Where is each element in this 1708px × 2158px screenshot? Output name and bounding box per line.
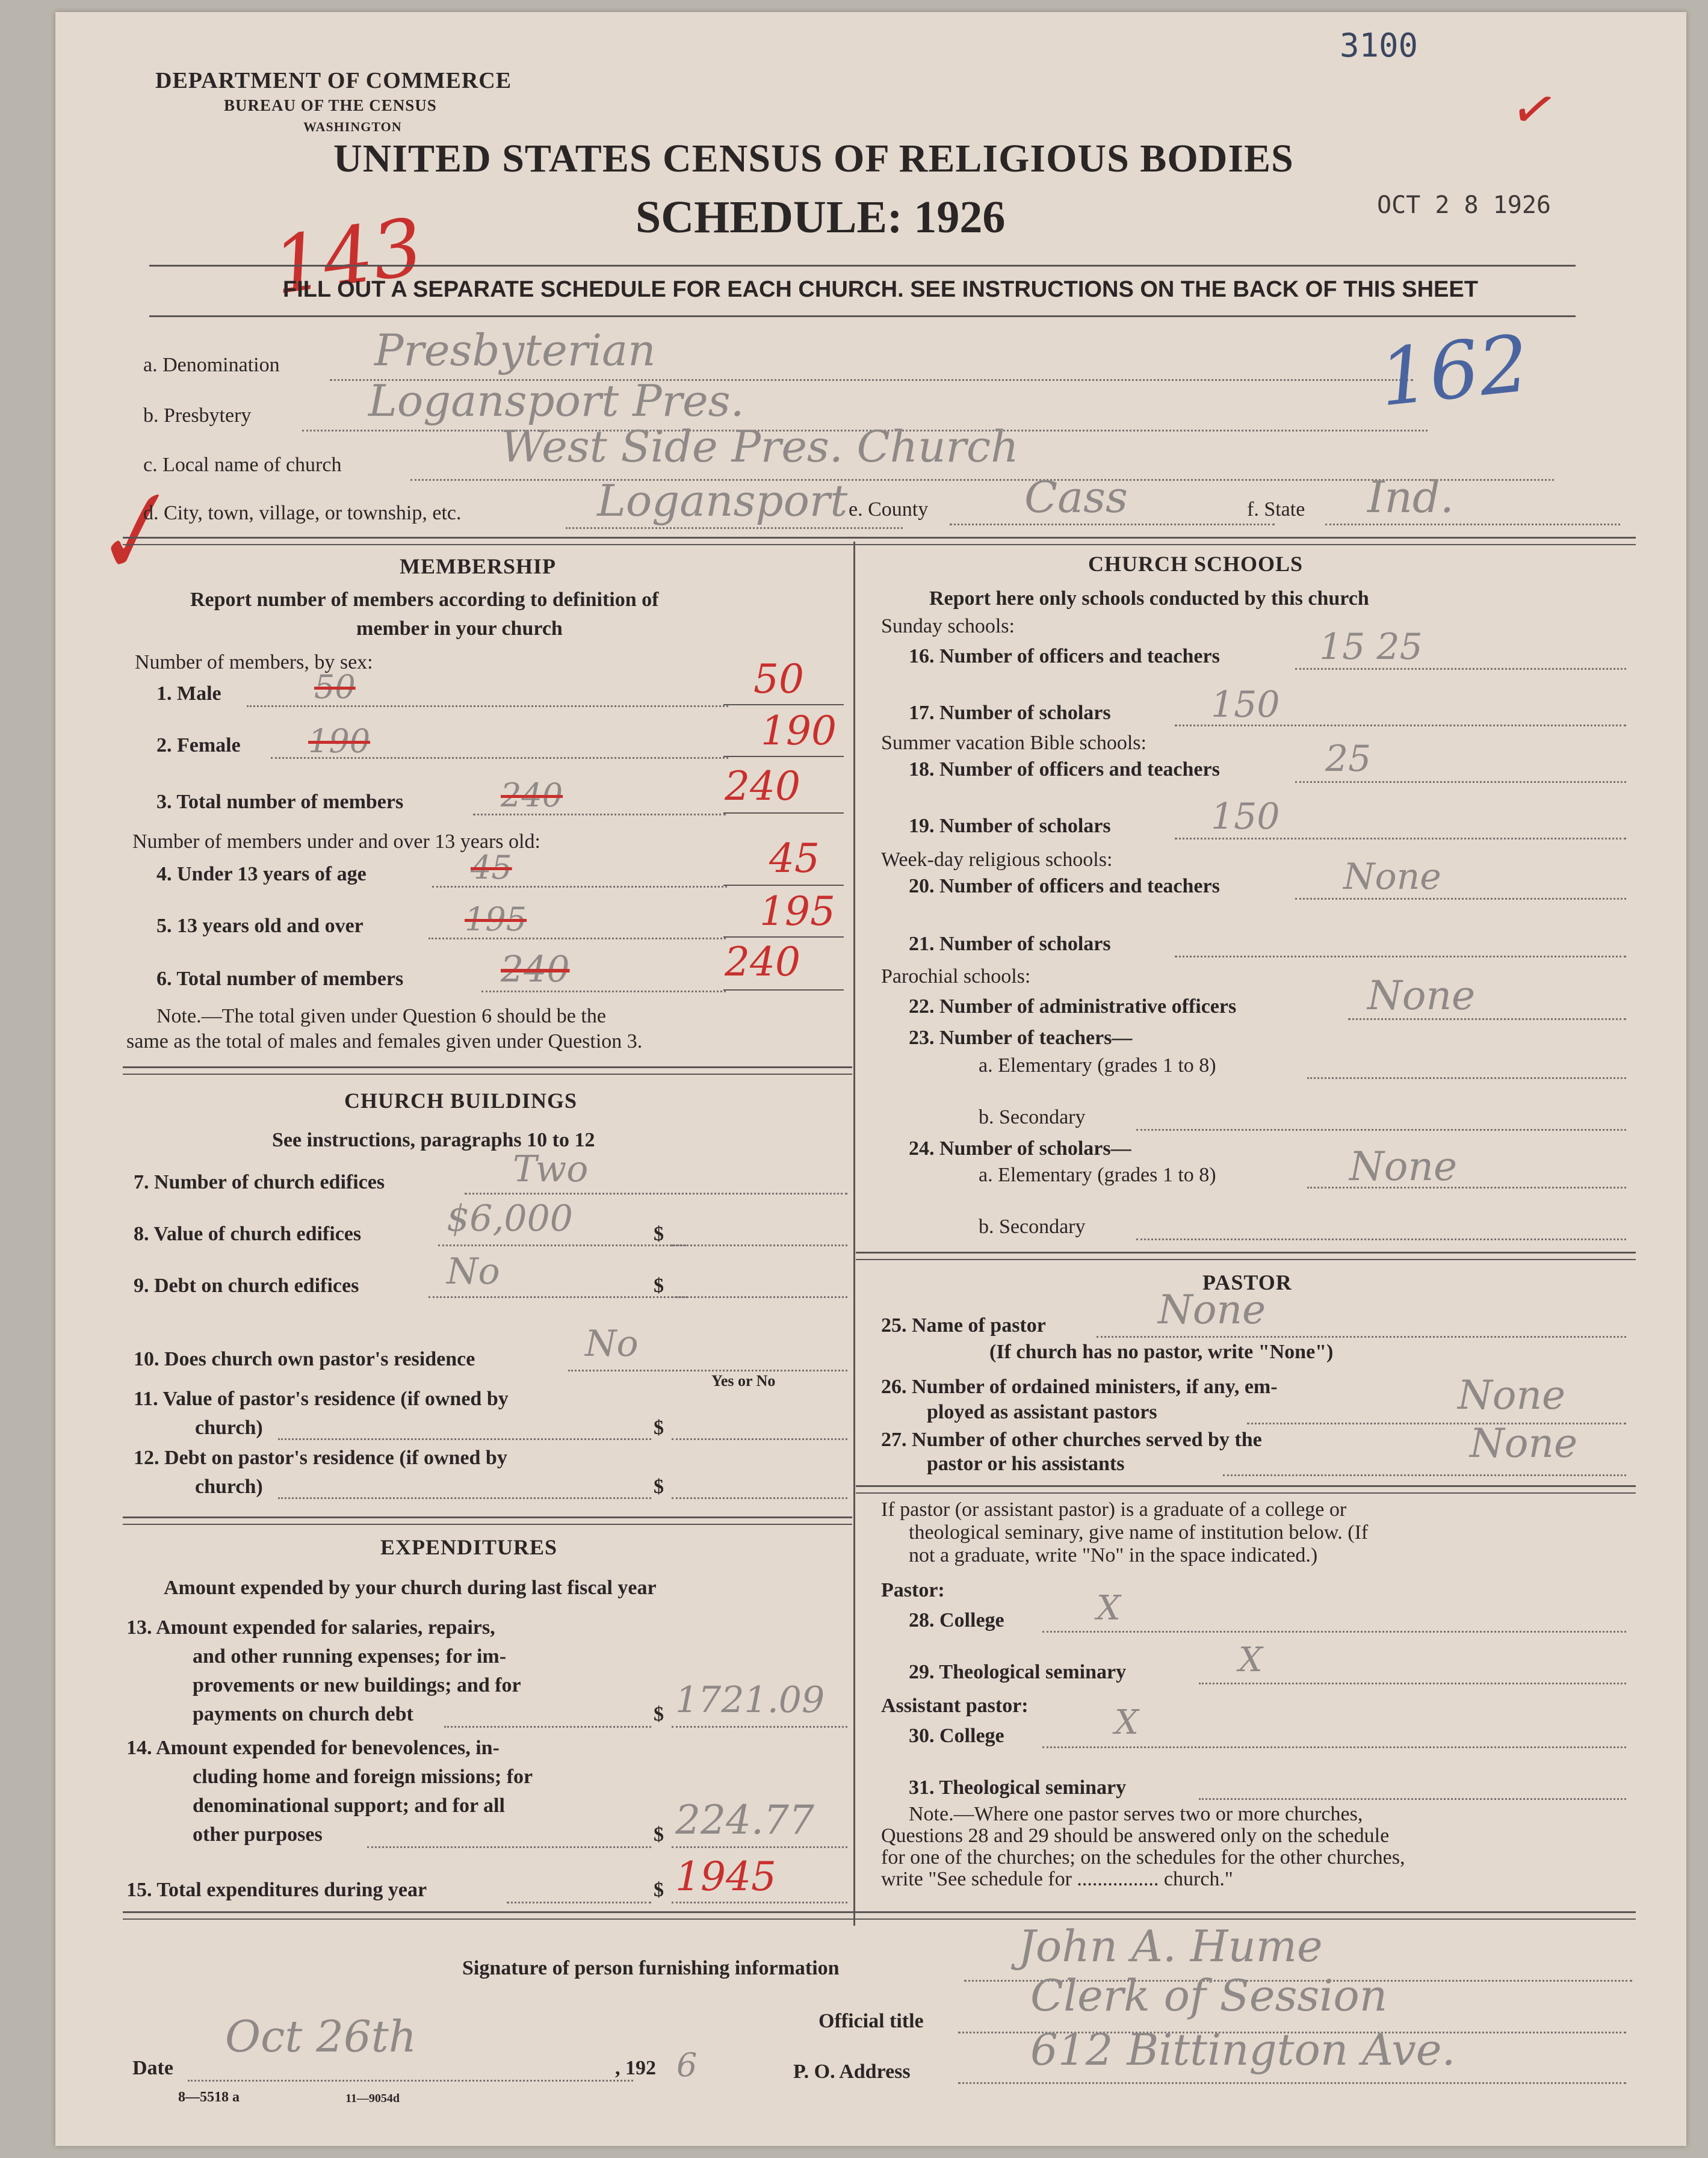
q26-label-line-2: ployed as assistant pastors [927,1401,1157,1423]
parochial-schools-label: Parochial schools: [881,965,1031,988]
q8-dollar-sign: $ [654,1223,664,1245]
expenditures-subheading: Amount expended by your church during last fiscal year [164,1577,657,1599]
po-address-label: P. O. Address [793,2061,911,2083]
q21-label: 21. Number of scholars [909,933,1111,955]
q5-13-and-over-value-crossed: 195 [465,900,527,938]
q28-value[interactable]: X [1097,1589,1121,1628]
city-town-label: d. City, town, village, or township, etc. [143,502,462,524]
q22-value[interactable]: None [1367,972,1476,1019]
year-digit-value[interactable]: 6 [676,2046,698,2084]
q27-label-line-1: 27. Number of other churches served by the [881,1429,1262,1451]
q8-value-edifices-value[interactable]: $6,000 [447,1198,573,1240]
print-code: 11—9054d [345,2092,400,2105]
church-buildings-subheading: See instructions, paragraphs 10 to 12 [272,1129,595,1151]
q9-debt-edifices-value[interactable]: No [447,1251,500,1293]
sunday-schools-label: Sunday schools: [881,615,1015,637]
q25-value[interactable]: None [1158,1287,1266,1333]
q5-13-and-over-red-value[interactable]: 195 [760,888,835,935]
graduate-instruction-line-3: not a graduate, write "No" in the space indicated.) [909,1544,1318,1566]
membership-subheading-2: member in your church [356,617,563,640]
q19-value[interactable]: 150 [1211,796,1280,838]
q12-debt-residence-label-1: 12. Debt on pastor's residence (if owned by [134,1447,507,1469]
membership-note-line-2: same as the total of males and females given under Question 3. [126,1030,643,1053]
q18-value[interactable]: 25 [1325,738,1372,780]
q2-female-red-value[interactable]: 190 [761,708,837,754]
county-label: e. County [849,498,929,521]
q20-label: 20. Number of officers and teachers [909,875,1220,897]
q28-label: 28. College [909,1609,1004,1631]
q2-female-value-crossed: 190 [308,722,371,760]
q25-note: (If church has no pastor, write "None") [989,1341,1334,1363]
membership-heading: MEMBERSHIP [400,554,557,578]
q31-label: 31. Theological seminary [909,1776,1127,1799]
year-prefix: , 192 [615,2057,656,2079]
q16-label: 16. Number of officers and teachers [909,645,1220,667]
denomination-label: a. Denomination [143,354,280,376]
q16-value[interactable]: 15 25 [1319,626,1423,668]
q4-under-13-value-crossed: 45 [471,849,512,886]
signature-label: Signature of person furnishing information [462,1957,840,1979]
red-check-mark: ✓ [1505,74,1564,146]
q14-dollar-sign: $ [654,1823,664,1846]
q19-label: 19. Number of scholars [909,815,1111,837]
q1-male-red-value[interactable]: 50 [753,656,804,702]
official-title-value[interactable]: Clerk of Session [1030,1970,1388,2021]
weekday-schools-label: Week-day religious schools: [881,849,1113,871]
q6-total-members-label: 6. Total number of members [156,968,404,990]
date-label: Date [132,2057,173,2079]
q14-label-line-3: denominational support; and for all [193,1795,505,1817]
q4-under-13-red-value[interactable]: 45 [769,835,820,882]
state-label: f. State [1247,498,1305,521]
q1-male-label: 1. Male [156,682,221,705]
q14-amount-value[interactable]: 224.77 [675,1797,814,1843]
form-title: UNITED STATES CENSUS OF RELIGIOUS BODIES [333,137,1294,181]
q4-under-13-label: 4. Under 13 years of age [156,863,367,885]
q23-label: 23. Number of teachers— [909,1027,1133,1049]
local-church-name-value[interactable]: West Side Pres. Church [501,421,1019,472]
q13-label-line-1: 13. Amount expended for salaries, repairs, [126,1616,495,1639]
q26-label-line-1: 26. Number of ordained ministers, if any, em- [881,1376,1278,1398]
red-initials-mark: ✓ [69,465,188,605]
q3-total-value-crossed: 240 [501,776,563,814]
q30-value[interactable]: X [1115,1703,1139,1742]
q22-label: 22. Number of administrative officers [909,995,1237,1018]
q8-value-edifices-label: 8. Value of church edifices [134,1223,362,1245]
pastor-note-line-1: Note.—Where one pastor serves two or more churches, [909,1803,1363,1825]
signature-value[interactable]: John A. Hume [1018,1921,1323,1971]
date-received-stamp: OCT 2 8 1926 [1377,191,1551,219]
q30-label: 30. College [909,1725,1004,1747]
q29-value[interactable]: X [1239,1640,1263,1680]
graduate-instruction-line-1: If pastor (or assistant pastor) is a graduate of a college or [881,1498,1347,1521]
q2-female-label: 2. Female [156,734,241,756]
q25-label: 25. Name of pastor [881,1314,1046,1337]
q7-edifices-label: 7. Number of church edifices [134,1171,385,1193]
red-number-143: 143 [267,200,429,312]
q11-value-residence-label-2: church) [195,1417,263,1439]
q14-label-line-1: 14. Amount expended for benevolences, in- [126,1737,500,1759]
local-church-name-label: c. Local name of church [143,454,342,476]
census-schedule-sheet [55,12,1686,2146]
q18-label: 18. Number of officers and teachers [909,758,1220,781]
yes-or-no-hint: Yes or No [711,1372,776,1390]
q17-label: 17. Number of scholars [909,702,1111,724]
state-value[interactable]: Ind. [1367,472,1454,522]
pastor-heading: PASTOR [1202,1270,1292,1294]
city-town-value[interactable]: Logansport [597,475,848,526]
q3-total-members-label: 3. Total number of members [156,791,404,813]
department-label: DEPARTMENT OF COMMERCE [155,68,512,93]
presbytery-label: b. Presbytery [143,404,252,427]
q13-label-line-4: payments on church debt [193,1703,413,1725]
bureau-label: BUREAU OF THE CENSUS [224,96,437,114]
age-breakdown-heading: Number of members under and over 13 years old: [132,830,540,853]
membership-note-line-1: Note.—The total given under Question 6 should be the [156,1005,606,1027]
po-address-value[interactable]: 612 Bittington Ave. [1030,2024,1456,2075]
q20-value[interactable]: None [1343,856,1441,898]
membership-subheading-1: Report number of members according to definition of [190,589,659,611]
q11-dollar-sign: $ [654,1417,664,1439]
denomination-value[interactable]: Presbyterian [374,325,656,376]
q6-total-red-value[interactable]: 240 [725,939,800,985]
q26-value[interactable]: None [1458,1372,1566,1418]
q15-dollar-sign: $ [654,1879,664,1901]
pastor-note-line-3: for one of the churches; on the schedules for the other churches, [881,1846,1405,1869]
q5-13-and-over-label: 5. 13 years old and over [156,915,364,937]
q10-owns-residence-value[interactable]: No [585,1323,639,1365]
q24b-label: b. Secondary [979,1216,1086,1238]
members-by-sex-label: Number of members, by sex: [135,651,373,673]
q27-value[interactable]: None [1470,1420,1578,1467]
q9-dollar-sign: $ [654,1275,664,1297]
q13-dollar-sign: $ [654,1703,664,1725]
q12-debt-residence-label-2: church) [195,1476,263,1498]
summer-schools-label: Summer vacation Bible schools: [881,732,1146,754]
county-value[interactable]: Cass [1024,472,1128,522]
q23a-label: a. Elementary (grades 1 to 8) [979,1054,1216,1077]
schedule-year: SCHEDULE: 1926 [636,192,1006,243]
q24a-label: a. Elementary (grades 1 to 8) [979,1164,1216,1186]
q14-label-line-2: cluding home and foreign missions; for [193,1766,533,1788]
assistant-pastor-sublabel: Assistant pastor: [881,1695,1029,1717]
city-label: WASHINGTON [303,119,402,134]
q7-edifices-value[interactable]: Two [513,1148,589,1190]
pastor-note-line-2: Questions 28 and 29 should be answered only on the schedule [881,1825,1390,1847]
q15-total-red-value[interactable]: 1945 [675,1853,776,1900]
q24-label: 24. Number of scholars— [909,1137,1131,1160]
q24a-value[interactable]: None [1349,1143,1458,1190]
q3-total-red-value[interactable]: 240 [725,763,800,809]
pastor-sublabel: Pastor: [881,1579,945,1601]
q15-total-label: 15. Total expenditures during year [126,1879,427,1901]
church-buildings-heading: CHURCH BUILDINGS [344,1089,578,1113]
q17-value[interactable]: 150 [1211,684,1280,726]
q29-label: 29. Theological seminary [909,1661,1127,1683]
blue-162-number: 162 [1375,317,1533,424]
form-code: 8—5518 a [178,2089,240,2105]
q10-owns-residence-label: 10. Does church own pastor's residence [134,1348,475,1370]
instructions-banner: FILL OUT A SEPARATE SCHEDULE FOR EACH CHURCH. SEE INSTRUCTIONS ON THE BACK OF THIS SHEET [283,277,1478,302]
q13-label-line-2: and other running expenses; for im- [193,1645,507,1668]
q1-male-value-crossed: 50 [314,668,356,706]
q11-value-residence-label-1: 11. Value of pastor's residence (if owned by [134,1388,509,1410]
graduate-instruction-line-2: theological seminary, give name of institution below. (If [909,1521,1369,1544]
date-value[interactable]: Oct 26th [225,2011,417,2062]
q13-label-line-3: provements or new buildings; and for [193,1674,521,1696]
pastor-note-line-4: write "See schedule for ................ church." [881,1868,1233,1890]
expenditures-heading: EXPENDITURES [380,1535,558,1559]
form-number: 3100 [1340,26,1419,64]
q13-amount-value[interactable]: 1721.09 [675,1679,825,1721]
church-schools-subheading: Report here only schools conducted by this church [929,587,1369,610]
q27-label-line-2: pastor or his assistants [927,1453,1125,1475]
q14-label-line-4: other purposes [193,1823,323,1846]
presbytery-value[interactable]: Logansport Pres. [368,376,744,426]
official-title-label: Official title [818,2010,924,2032]
q12-dollar-sign: $ [654,1476,664,1498]
q23b-label: b. Secondary [979,1106,1086,1128]
q9-debt-edifices-label: 9. Debt on church edifices [134,1275,359,1297]
q6-total-value-crossed: 240 [501,948,570,991]
church-schools-heading: CHURCH SCHOOLS [1088,552,1304,576]
